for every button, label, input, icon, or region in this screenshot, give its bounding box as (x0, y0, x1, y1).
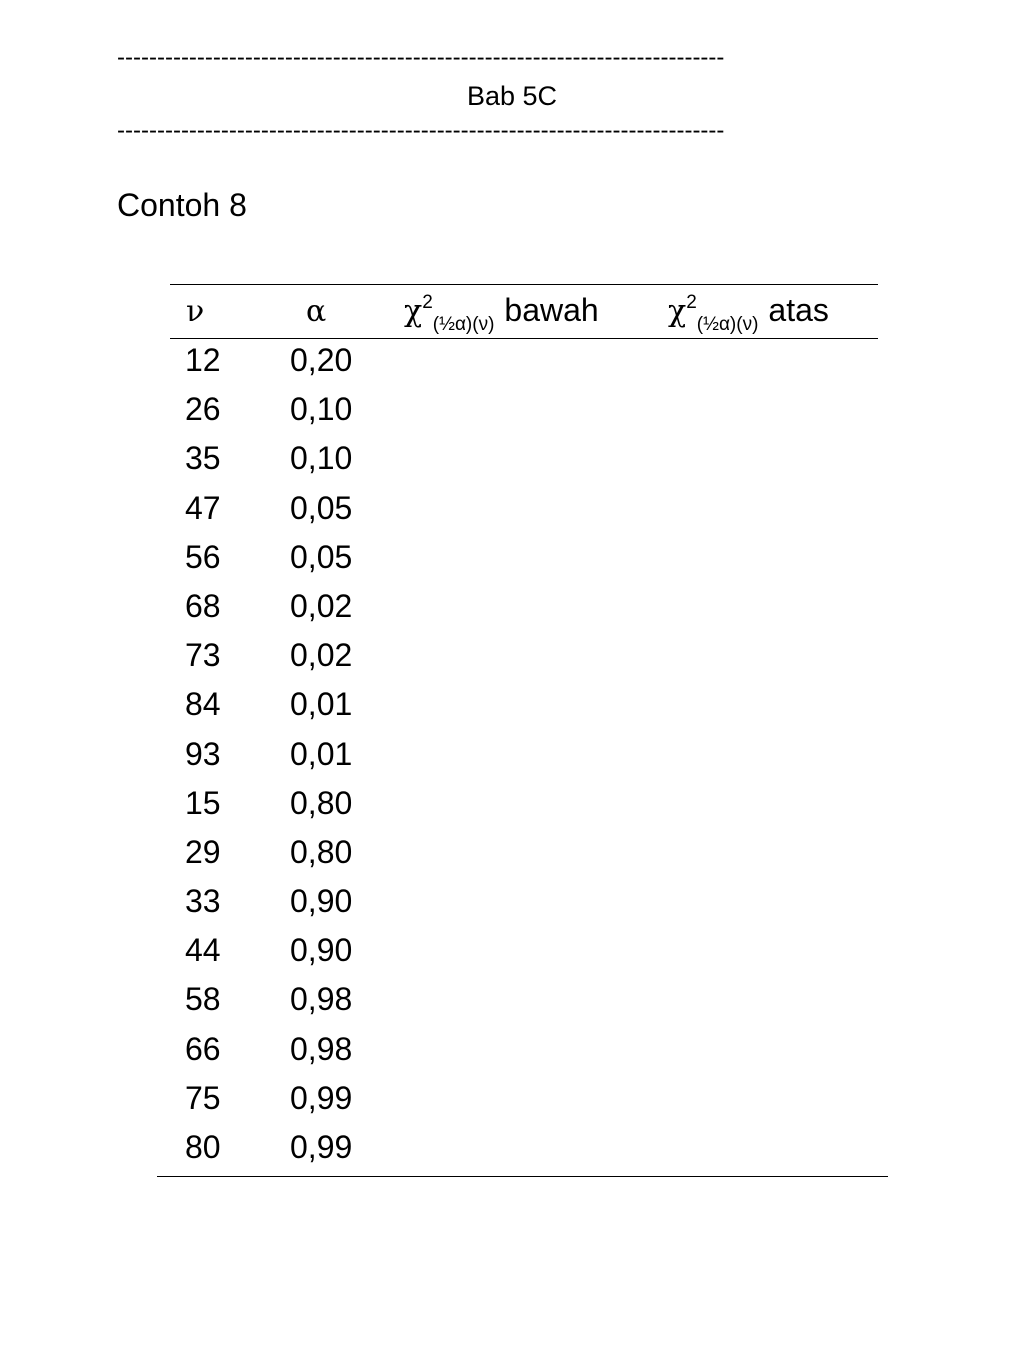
table-row (0, 535, 1024, 584)
table-row (0, 879, 1024, 928)
chi-symbol: χ (668, 294, 687, 329)
alpha-cell: 0,10 (290, 440, 353, 477)
nu-cell: 33 (185, 883, 221, 920)
nu-cell: 47 (185, 489, 221, 526)
alpha-cell: 0,05 (290, 538, 353, 575)
column-header-alpha (306, 290, 326, 332)
table-row (0, 1027, 1024, 1076)
alpha-cell: 0,20 (290, 342, 353, 378)
alpha-cell: 0,80 (290, 784, 353, 821)
nu-cell: 66 (185, 1030, 221, 1067)
nu-cell: 29 (185, 833, 221, 870)
nu-cell: 56 (185, 538, 221, 575)
table-row (0, 387, 1024, 436)
column-header-chi-upper (668, 290, 829, 336)
chi-power: 2 (422, 292, 433, 313)
chi-power: 2 (686, 292, 697, 313)
upper-label: atas (768, 292, 829, 328)
alpha-symbol: α (306, 294, 327, 329)
table-body (0, 338, 1024, 1174)
table-bottom-rule (157, 1176, 888, 1177)
table-row (0, 830, 1024, 879)
table-row (0, 436, 1024, 485)
alpha-cell: 0,98 (290, 1030, 353, 1067)
alpha-cell: 0,99 (290, 1129, 353, 1165)
table-top-rule (170, 284, 878, 285)
alpha-cell: 0,80 (290, 833, 353, 870)
table-row (0, 732, 1024, 781)
header-dash-line-bottom: ---------------------------------------------------------------------------- (117, 119, 725, 143)
nu-cell: 73 (185, 637, 221, 674)
table-row (0, 928, 1024, 977)
alpha-cell: 0,98 (290, 981, 353, 1018)
lower-label: bawah (504, 292, 599, 328)
nu-cell: 80 (185, 1129, 221, 1165)
table-row (0, 1125, 1024, 1174)
nu-cell: 58 (185, 981, 221, 1018)
alpha-cell: 0,01 (290, 735, 353, 772)
nu-cell: 84 (185, 686, 221, 723)
column-header-chi-lower (404, 290, 599, 336)
alpha-cell: 0,90 (290, 883, 353, 920)
table-row (0, 1076, 1024, 1125)
alpha-cell: 0,10 (290, 391, 353, 428)
alpha-cell: 0,90 (290, 932, 353, 969)
alpha-cell: 0,01 (290, 686, 353, 723)
example-title: Contoh 8 (117, 187, 247, 223)
alpha-cell: 0,02 (290, 637, 353, 674)
table-row (0, 977, 1024, 1026)
alpha-cell: 0,99 (290, 1079, 353, 1116)
chapter-title: Bab 5C (466, 81, 558, 111)
nu-symbol: ν (186, 294, 205, 329)
table-row (0, 338, 1024, 387)
column-header-nu (186, 290, 204, 332)
table-row (0, 682, 1024, 731)
table-row (0, 633, 1024, 682)
nu-cell: 68 (185, 587, 221, 624)
chi-subscript: (½α)(ν) (432, 314, 495, 335)
alpha-cell: 0,05 (290, 489, 353, 526)
table-row (0, 584, 1024, 633)
chi-subscript: (½α)(ν) (696, 314, 759, 335)
chi-symbol: χ (404, 294, 423, 329)
header-dash-line-top: ---------------------------------------------------------------------------- (117, 46, 725, 70)
table-row (0, 781, 1024, 830)
nu-cell: 35 (185, 440, 221, 477)
alpha-cell: 0,02 (290, 587, 353, 624)
nu-cell: 44 (185, 932, 221, 969)
nu-cell: 26 (185, 391, 221, 428)
nu-cell: 15 (185, 784, 221, 821)
nu-cell: 93 (185, 735, 221, 772)
nu-cell: 12 (185, 342, 221, 378)
nu-cell: 75 (185, 1079, 221, 1116)
table-row (0, 486, 1024, 535)
